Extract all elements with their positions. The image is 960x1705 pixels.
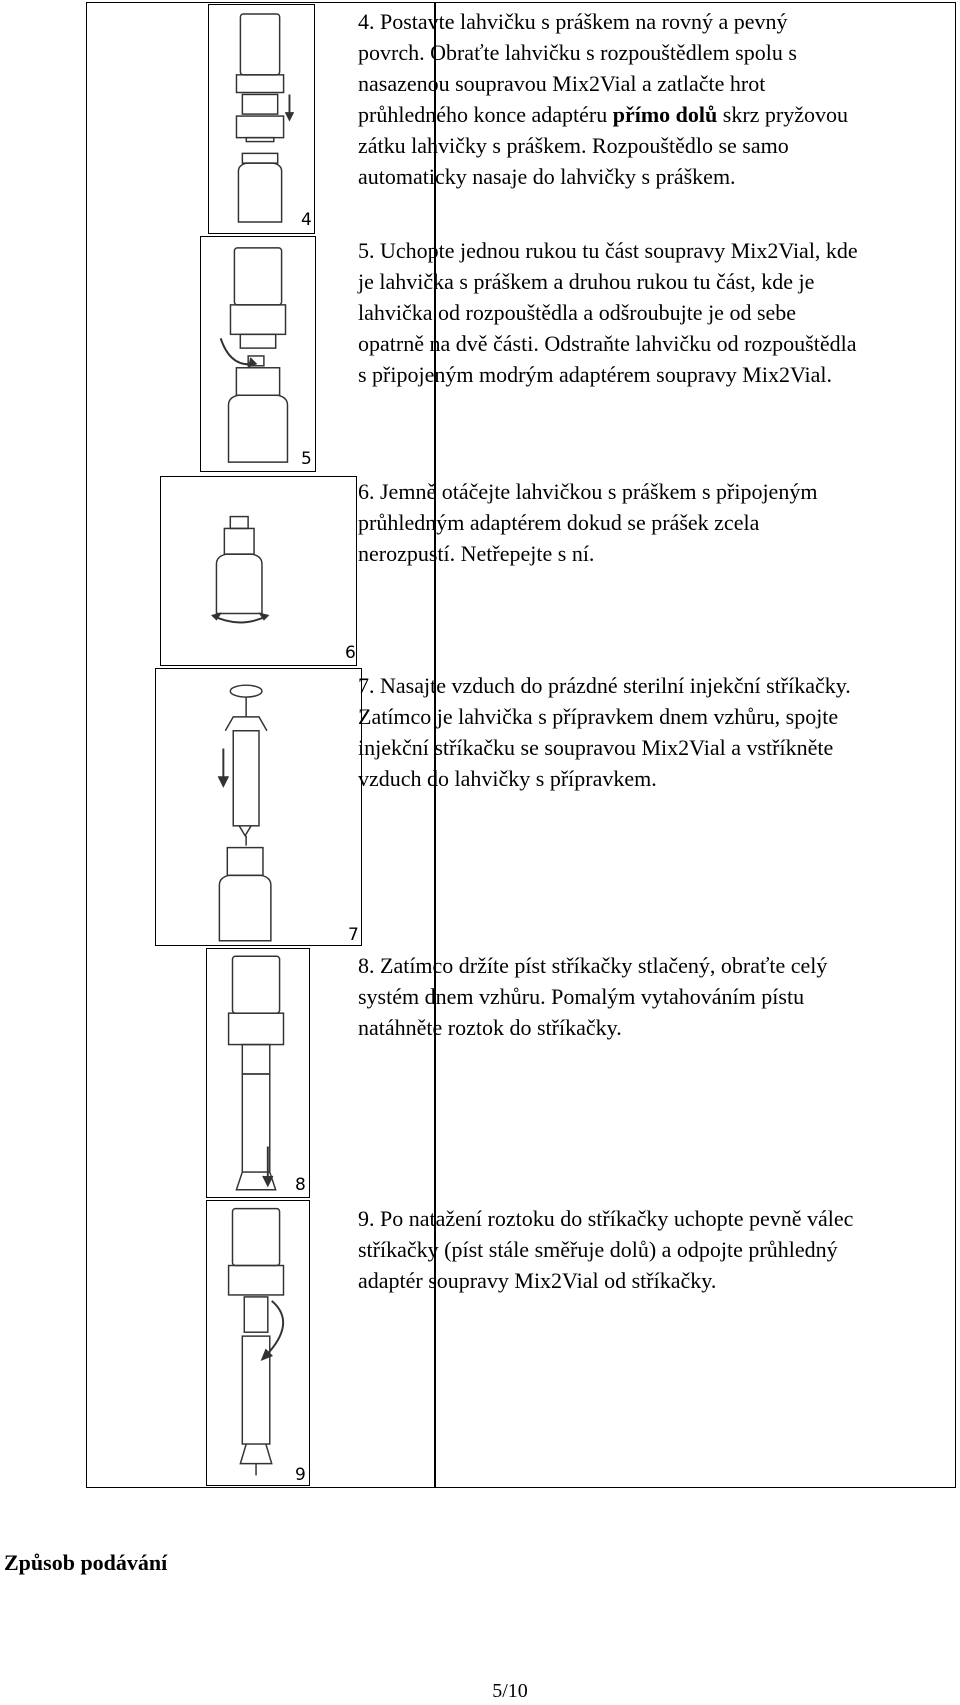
page-number: 5/10 (492, 1680, 528, 1702)
figure-7 (155, 668, 362, 946)
syringe-air-injection-illustration (156, 669, 361, 945)
figure-number: 4 (301, 210, 312, 230)
figure-number: 8 (295, 1175, 306, 1195)
figure-5 (200, 236, 316, 472)
vial-assembly-illustration (209, 5, 314, 233)
figure-number: 5 (301, 449, 312, 469)
syringe-disconnect-illustration (207, 1201, 309, 1485)
step-6-text: 6. Jemně otáčejte lahvičkou s práškem s připojeným průhledným adaptérem dokud se prášek zcela nerozpustí. Netřepejte s ní. (358, 479, 818, 566)
step-4-text: 4. Postavte lahvičku s práškem na rovný a pevný povrch. Obraťte lahvičku s rozpouštědlem spolu s nasazenou soupravou Mix2Vial a zatlačte hrot průhledného konce adaptéru přímo dolů skrz pryžovou zátku lahvičky s práškem. Rozpouštědlo se samo automaticky nasaje do lahvičky s práškem. (358, 9, 849, 189)
figure-4 (208, 4, 315, 234)
step-7-text: 7. Nasajte vzduch do prázdné sterilní injekční stříkačky. Zatímco je lahvička s přípravkem dnem vzhůru, spojte injekční stříkačku se soupravou Mix2Vial a vstříkněte vzduch do lahvičky s přípravkem. (358, 673, 851, 791)
figure-number: 7 (348, 925, 359, 945)
section-heading: Způsob podávání (4, 1550, 168, 1575)
figure-6 (160, 476, 357, 666)
figure-number: 6 (345, 643, 356, 663)
vial-swirl-illustration (161, 477, 356, 665)
vial-separation-illustration (201, 237, 315, 471)
syringe-withdraw-illustration (207, 949, 309, 1197)
step-8-text: 8. Zatímco držíte píst stříkačky stlačený, obraťte celý systém dnem vzhůru. Pomalým vytahováním pístu natáhněte roztok do stříkačky. (358, 953, 828, 1040)
figure-9 (206, 1200, 310, 1486)
step-9-text: 9. Po natažení roztoku do stříkačky uchopte pevně válec stříkačky (píst stále směřuje dolů) a odpojte průhledný adaptér soupravy Mix2Vial od stříkačky. (358, 1206, 854, 1293)
figure-number: 9 (295, 1465, 306, 1485)
step-5-text: 5. Uchopte jednou rukou tu část soupravy Mix2Vial, kde je lahvička s práškem a druhou rukou tu část, kde je lahvička od rozpouštědla a odšroubujte je od sebe opatrně na dvě části. Odstraňte lahvičku od rozpouštědla s připojeným modrým adaptérem soupravy Mix2Vial. (358, 238, 858, 387)
figure-8 (206, 948, 310, 1198)
